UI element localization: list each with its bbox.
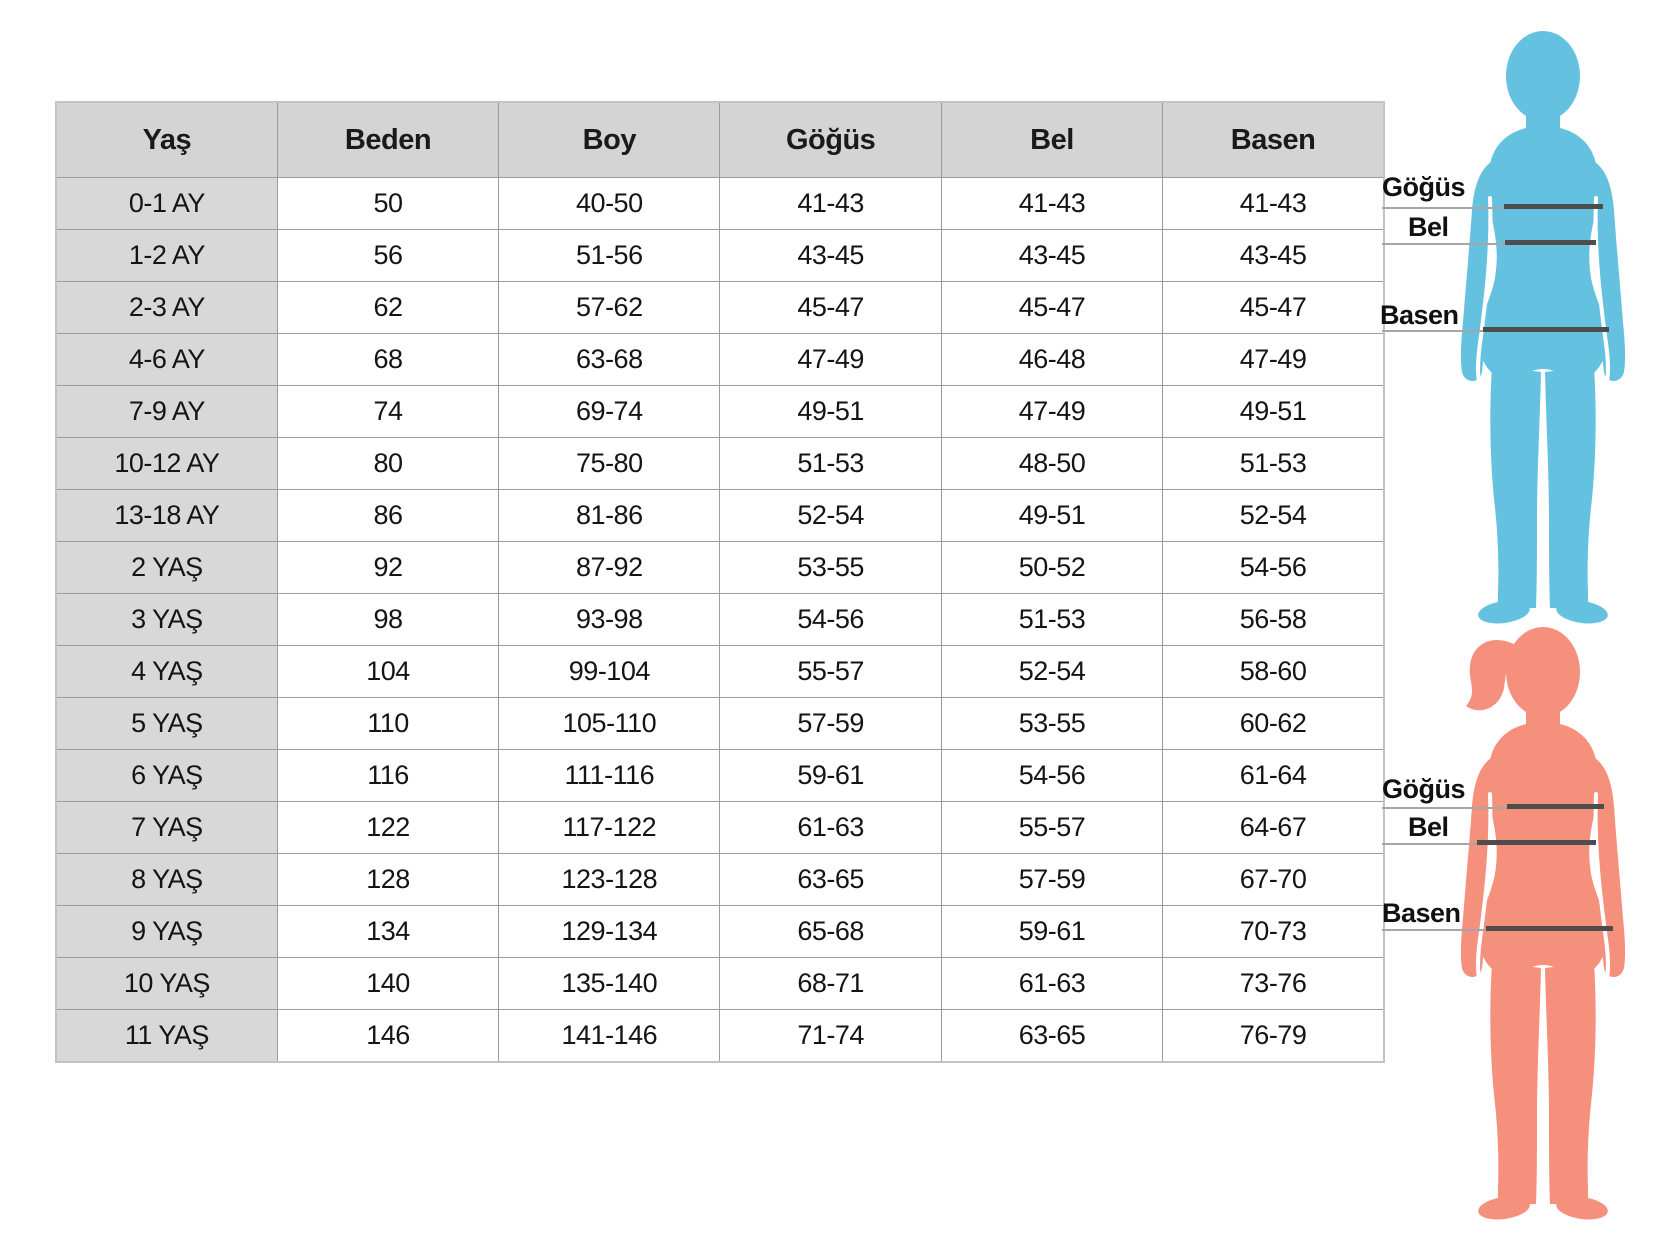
size-chart-table bbox=[55, 101, 1385, 1063]
column-header-size: Beden bbox=[277, 102, 498, 178]
row-value-cell: 60-62 bbox=[1163, 698, 1384, 750]
row-value-cell: 129-134 bbox=[499, 906, 720, 958]
row-value-cell: 93-98 bbox=[499, 594, 720, 646]
row-value-cell: 123-128 bbox=[499, 854, 720, 906]
column-header-hip: Basen bbox=[1163, 102, 1384, 178]
table-header-row bbox=[56, 102, 1384, 178]
table-row bbox=[56, 646, 1384, 698]
row-value-cell: 74 bbox=[277, 386, 498, 438]
row-value-cell: 54-56 bbox=[941, 750, 1162, 802]
row-value-cell: 71-74 bbox=[720, 1010, 941, 1062]
row-age-cell: 4 YAŞ bbox=[56, 646, 277, 698]
row-value-cell: 51-56 bbox=[499, 230, 720, 282]
row-value-cell: 63-65 bbox=[941, 1010, 1162, 1062]
row-value-cell: 55-57 bbox=[941, 802, 1162, 854]
row-value-cell: 111-116 bbox=[499, 750, 720, 802]
row-value-cell: 61-64 bbox=[1163, 750, 1384, 802]
column-header-height: Boy bbox=[499, 102, 720, 178]
row-value-cell: 68-71 bbox=[720, 958, 941, 1010]
row-value-cell: 53-55 bbox=[720, 542, 941, 594]
row-value-cell: 41-43 bbox=[720, 178, 941, 230]
row-value-cell: 59-61 bbox=[720, 750, 941, 802]
row-value-cell: 117-122 bbox=[499, 802, 720, 854]
boy-waist-label: Bel bbox=[1408, 212, 1449, 242]
table-row bbox=[56, 1010, 1384, 1062]
size-table-body bbox=[56, 178, 1384, 1062]
boy-chest-label: Göğüs bbox=[1382, 172, 1465, 202]
row-age-cell: 2 YAŞ bbox=[56, 542, 277, 594]
column-header-waist: Bel bbox=[941, 102, 1162, 178]
row-age-cell: 7 YAŞ bbox=[56, 802, 277, 854]
row-value-cell: 116 bbox=[277, 750, 498, 802]
row-value-cell: 56 bbox=[277, 230, 498, 282]
girl-silhouette-shape bbox=[1461, 627, 1625, 1222]
row-value-cell: 57-59 bbox=[720, 698, 941, 750]
row-age-cell: 10-12 AY bbox=[56, 438, 277, 490]
row-value-cell: 53-55 bbox=[941, 698, 1162, 750]
row-value-cell: 52-54 bbox=[1163, 490, 1384, 542]
row-age-cell: 11 YAŞ bbox=[56, 1010, 277, 1062]
girl-hip-measure-line-dark bbox=[1486, 926, 1613, 931]
row-value-cell: 63-65 bbox=[720, 854, 941, 906]
row-value-cell: 104 bbox=[277, 646, 498, 698]
row-value-cell: 46-48 bbox=[941, 334, 1162, 386]
row-age-cell: 1-2 AY bbox=[56, 230, 277, 282]
row-value-cell: 122 bbox=[277, 802, 498, 854]
row-value-cell: 99-104 bbox=[499, 646, 720, 698]
row-value-cell: 62 bbox=[277, 282, 498, 334]
boy-chest-measure-line-dark bbox=[1504, 204, 1603, 209]
row-value-cell: 92 bbox=[277, 542, 498, 594]
girl-chest-label: Göğüs bbox=[1382, 774, 1465, 804]
row-value-cell: 67-70 bbox=[1163, 854, 1384, 906]
table-row bbox=[56, 906, 1384, 958]
table-row bbox=[56, 490, 1384, 542]
row-value-cell: 128 bbox=[277, 854, 498, 906]
row-value-cell: 76-79 bbox=[1163, 1010, 1384, 1062]
row-value-cell: 54-56 bbox=[1163, 542, 1384, 594]
row-value-cell: 50-52 bbox=[941, 542, 1162, 594]
row-value-cell: 41-43 bbox=[1163, 178, 1384, 230]
row-value-cell: 81-86 bbox=[499, 490, 720, 542]
girl-waist-measure-line bbox=[1382, 843, 1479, 845]
boy-hip-measure-line-dark bbox=[1483, 327, 1609, 332]
row-value-cell: 48-50 bbox=[941, 438, 1162, 490]
row-value-cell: 43-45 bbox=[941, 230, 1162, 282]
row-value-cell: 75-80 bbox=[499, 438, 720, 490]
row-age-cell: 4-6 AY bbox=[56, 334, 277, 386]
row-age-cell: 10 YAŞ bbox=[56, 958, 277, 1010]
boy-waist-measure-line-dark bbox=[1505, 240, 1596, 245]
row-value-cell: 134 bbox=[277, 906, 498, 958]
row-value-cell: 61-63 bbox=[720, 802, 941, 854]
row-value-cell: 47-49 bbox=[720, 334, 941, 386]
table-row bbox=[56, 178, 1384, 230]
row-value-cell: 45-47 bbox=[941, 282, 1162, 334]
table-row bbox=[56, 282, 1384, 334]
girl-chest-measure-line bbox=[1382, 807, 1508, 809]
row-value-cell: 51-53 bbox=[1163, 438, 1384, 490]
row-value-cell: 41-43 bbox=[941, 178, 1162, 230]
column-header-chest: Göğüs bbox=[720, 102, 941, 178]
row-value-cell: 54-56 bbox=[720, 594, 941, 646]
row-value-cell: 47-49 bbox=[1163, 334, 1384, 386]
table-row bbox=[56, 386, 1384, 438]
row-value-cell: 65-68 bbox=[720, 906, 941, 958]
boy-waist-measure-line bbox=[1382, 243, 1506, 245]
row-value-cell: 87-92 bbox=[499, 542, 720, 594]
row-value-cell: 57-62 bbox=[499, 282, 720, 334]
row-value-cell: 57-59 bbox=[941, 854, 1162, 906]
row-value-cell: 43-45 bbox=[1163, 230, 1384, 282]
row-value-cell: 45-47 bbox=[720, 282, 941, 334]
row-value-cell: 58-60 bbox=[1163, 646, 1384, 698]
row-value-cell: 80 bbox=[277, 438, 498, 490]
row-value-cell: 105-110 bbox=[499, 698, 720, 750]
row-value-cell: 141-146 bbox=[499, 1010, 720, 1062]
row-value-cell: 49-51 bbox=[941, 490, 1162, 542]
row-value-cell: 47-49 bbox=[941, 386, 1162, 438]
row-value-cell: 52-54 bbox=[941, 646, 1162, 698]
row-value-cell: 63-68 bbox=[499, 334, 720, 386]
row-value-cell: 98 bbox=[277, 594, 498, 646]
row-value-cell: 50 bbox=[277, 178, 498, 230]
row-value-cell: 69-74 bbox=[499, 386, 720, 438]
row-value-cell: 59-61 bbox=[941, 906, 1162, 958]
row-age-cell: 9 YAŞ bbox=[56, 906, 277, 958]
row-value-cell: 40-50 bbox=[499, 178, 720, 230]
row-value-cell: 135-140 bbox=[499, 958, 720, 1010]
row-age-cell: 8 YAŞ bbox=[56, 854, 277, 906]
table-row bbox=[56, 750, 1384, 802]
row-value-cell: 61-63 bbox=[941, 958, 1162, 1010]
row-value-cell: 51-53 bbox=[941, 594, 1162, 646]
boy-body-silhouette bbox=[1428, 26, 1658, 626]
table-row bbox=[56, 334, 1384, 386]
row-age-cell: 5 YAŞ bbox=[56, 698, 277, 750]
row-age-cell: 13-18 AY bbox=[56, 490, 277, 542]
table-row bbox=[56, 958, 1384, 1010]
row-value-cell: 45-47 bbox=[1163, 282, 1384, 334]
table-row bbox=[56, 594, 1384, 646]
row-age-cell: 3 YAŞ bbox=[56, 594, 277, 646]
table-row bbox=[56, 698, 1384, 750]
boy-hip-label: Basen bbox=[1380, 300, 1459, 330]
row-value-cell: 146 bbox=[277, 1010, 498, 1062]
table-row bbox=[56, 542, 1384, 594]
row-value-cell: 51-53 bbox=[720, 438, 941, 490]
row-value-cell: 86 bbox=[277, 490, 498, 542]
row-value-cell: 70-73 bbox=[1163, 906, 1384, 958]
row-value-cell: 68 bbox=[277, 334, 498, 386]
table-row bbox=[56, 230, 1384, 282]
row-value-cell: 49-51 bbox=[720, 386, 941, 438]
row-value-cell: 73-76 bbox=[1163, 958, 1384, 1010]
girl-body-silhouette bbox=[1428, 622, 1658, 1222]
boy-chest-measure-line bbox=[1382, 207, 1506, 209]
row-value-cell: 55-57 bbox=[720, 646, 941, 698]
row-value-cell: 56-58 bbox=[1163, 594, 1384, 646]
girl-chest-measure-line-dark bbox=[1507, 804, 1604, 809]
girl-waist-measure-line-dark bbox=[1477, 840, 1596, 845]
column-header-age: Yaş bbox=[56, 102, 277, 178]
girl-hip-label: Basen bbox=[1382, 898, 1461, 928]
table-row bbox=[56, 854, 1384, 906]
row-value-cell: 52-54 bbox=[720, 490, 941, 542]
row-age-cell: 6 YAŞ bbox=[56, 750, 277, 802]
row-age-cell: 2-3 AY bbox=[56, 282, 277, 334]
girl-hip-measure-line bbox=[1382, 929, 1488, 931]
table-row bbox=[56, 438, 1384, 490]
row-value-cell: 140 bbox=[277, 958, 498, 1010]
row-value-cell: 43-45 bbox=[720, 230, 941, 282]
row-value-cell: 49-51 bbox=[1163, 386, 1384, 438]
row-value-cell: 110 bbox=[277, 698, 498, 750]
row-value-cell: 64-67 bbox=[1163, 802, 1384, 854]
row-age-cell: 0-1 AY bbox=[56, 178, 277, 230]
row-age-cell: 7-9 AY bbox=[56, 386, 277, 438]
girl-waist-label: Bel bbox=[1408, 812, 1449, 842]
table-row bbox=[56, 802, 1384, 854]
